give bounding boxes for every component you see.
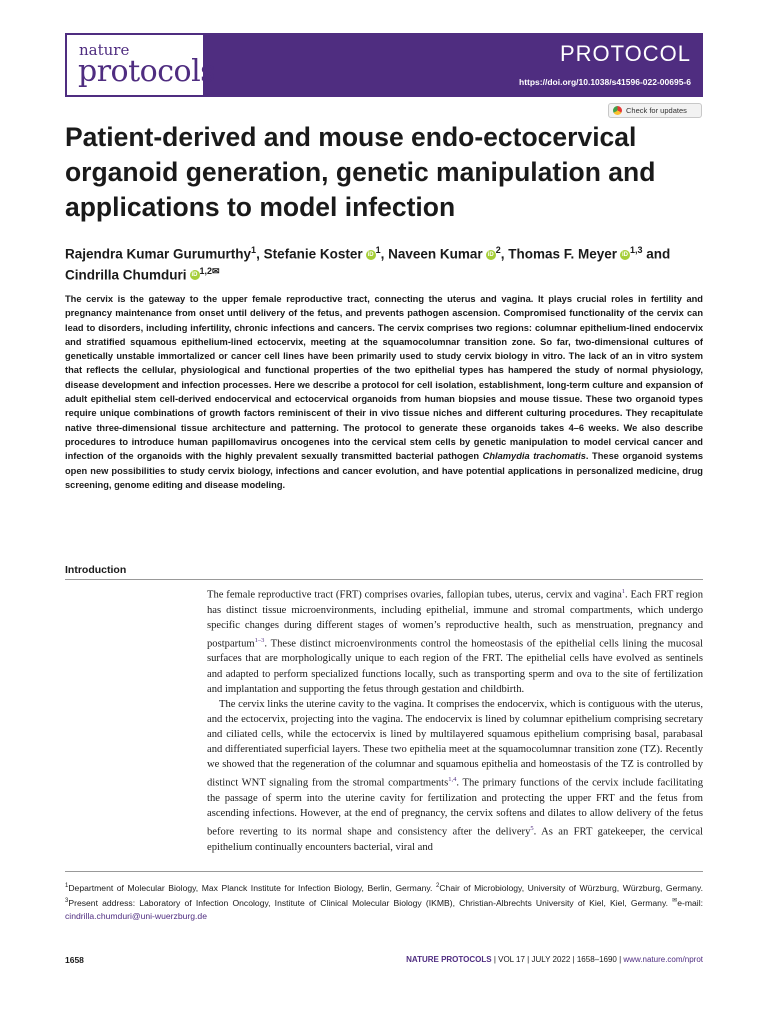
author-name[interactable]: Stefanie Koster <box>263 246 363 262</box>
article-type-label: PROTOCOL <box>559 41 691 66</box>
citation-link[interactable]: 1,4 <box>448 776 457 784</box>
footnote-divider <box>65 871 703 872</box>
journal-citation <box>406 955 703 964</box>
journal-header-bar <box>65 33 703 97</box>
author-separator: , <box>256 246 264 262</box>
orcid-icon[interactable]: iD <box>191 272 198 279</box>
author-affiliation: 1 <box>251 245 257 255</box>
logo-protocols-text: protocols <box>78 54 216 89</box>
journal-name: NATURE PROTOCOLS <box>406 955 492 964</box>
author-separator: , <box>500 246 509 262</box>
orcid-icon[interactable]: iD <box>367 251 374 258</box>
crossmark-icon <box>613 106 622 115</box>
author-list <box>65 242 705 283</box>
author-name[interactable]: Naveen Kumar <box>388 246 483 262</box>
author-separator: and <box>642 246 671 262</box>
volume-info: | VOL 17 | JULY 2022 | 1658–1690 | <box>491 955 624 964</box>
paragraph: The cervix links the uterine cavity to the vagina. It comprises the endocervix, which is contiguous with the uterus, and the ectocervix, projecting into the vagina. The endocervix is lined by columnar epithelium comprising secretary and ciliated cells, while the ectocervix is lined by multilayered squamous epithelium comprising basal, parabasal and differentiated superficial layers. These two epithelia meet at the squamocolumnar transition zone (TZ). Recently we showed that the regeneration of the columnar and squamous epithelia and homeostasis of the TZ is controlled by distinct WNT signaling from the stromal compartments$^{1,4}$. The primary functions of the cervix include facilitating the passage of sperm into the uterine cavity for fertilization and protecting the upper FRT and the fetus from ascending infections. However, at the end of pregnancy, the cervix softens and dilates to allow delivery of the fetus before reverting to its normal shape and consistency after the delivery$^5$. As an FRT gatekeeper, the cervical epithelium continually encounters bacterial, viral and <box>207 698 703 853</box>
author-name[interactable]: Cindrilla Chumduri <box>65 267 187 282</box>
envelope-icon: ✉ <box>672 897 678 904</box>
email-link[interactable]: cindrilla.chumduri@uni-wuerzburg.de <box>65 910 207 921</box>
journal-logo[interactable] <box>65 33 216 97</box>
author-affiliation: 1,3 <box>630 245 643 255</box>
abstract: The cervix is the gateway to the upper female reproductive tract, connecting the uterus and vagina. It plays crucial roles in fertility and pregnancy maintenance from onset until delivery of the fetus, and prevents pathogen ascension. Compromised functionality of the cervix can lead to disorders, including infertility, chronic infections and cancers. The cervix comprises two regions: columnar epithelium-lined endocervix and stratified squamous epithelium-lined ectocervix, meeting at the squamocolumnar transition zone. So far, two-dimensional cultures of genetically unstable immortalized or cancer cell lines have been primarily used to study cervix biology in vitro. The lack of an in vitro system that reflects the cellular, physiological and functional properties of the two epithelial types has hampered the study of normal physiology, disease development and infection processes. Here we describe a protocol for cell isolation, establishment, long-term culture and expansion of adult epithelial stem cell-derived endocervical and ectocervical organoids from human biopsies and mouse tissue. These two organoid types require unique combinations of growth factors reminiscent of their in vivo tissue niches and different culturing procedures. They recapitulate native three-dimensional tissue architecture and patterning. The protocol to generate these organoids takes 4–6 weeks. We also describe procedures to introduce human papillomavirus oncogenes into the cervical stem cells by genetic manipulation to model cervical cancer and infection of the organoids with the highly prevalent sexually transmitted bacterial pathogen Chlamydia trachomatis. These organoid systems open new possibilities to study cervix biology, infections and cancer evolution, and have potential applications in personalized medicine, drug screening, genome editing and disease modeling. <box>65 294 703 490</box>
author-name[interactable]: Rajendra Kumar Gurumurthy <box>65 246 252 262</box>
logo-nature-text: nature <box>79 41 130 59</box>
citation-link[interactable]: 5 <box>530 825 534 832</box>
section-divider <box>65 579 703 580</box>
author-affiliation: 1 <box>375 245 381 255</box>
page-number: 1658 <box>65 955 84 965</box>
section-heading-introduction: Introduction <box>65 564 127 576</box>
journal-url-link[interactable]: www.nature.com/nprot <box>623 955 703 964</box>
introduction-body <box>207 584 703 855</box>
author-name[interactable]: Thomas F. Meyer <box>508 246 618 262</box>
envelope-icon[interactable]: ✉ <box>212 265 220 276</box>
article-title: Patient-derived and mouse endo-ectocervical organoid generation, genetic manipulation and applications to model infection <box>65 122 656 222</box>
paragraph: The female reproductive tract (FRT) comprises ovaries, fallopian tubes, uterus, cervix and vagina$^1$. Each FRT region has distinct tissue microenvironments, including epithelial, immune and stromal compartments, which undergo specific changes during different stages of women’s reproductive health, such as menstruation, pregnancy and postpartum$^{1-3}$. These distinct microenvironments control the homeostasis of the epithelial cells lining the mucosal surfaces that are morphologically unique to each region of the FRT. The epithelial cells have evolved as sentinels and adapted to perform specialized functions locally, such as transporting sperm and ova to the site of fertilization and implantation and supporting the fetus through gestation and childbirth. <box>207 588 703 695</box>
orcid-icon[interactable]: iD <box>622 251 629 258</box>
author-affiliation: 1,2✉ <box>199 265 220 276</box>
check-for-updates-button[interactable] <box>608 103 702 118</box>
citation-link[interactable]: 1 <box>621 588 626 595</box>
author-affiliation: 2 <box>495 245 501 255</box>
doi-link[interactable]: https://doi.org/10.1038/s41596-022-00695-6 <box>519 77 691 87</box>
citation-link[interactable]: 1–3 <box>254 636 265 644</box>
affiliations-footnote: $^1$Department of Molecular Biology, Max Planck Institute for Infection Biology, Berlin, Germany. $^2$Chair of Microbiology, University of Würzburg, Würzburg, Germany. $^3$Present address: Laboratory of Infection Oncology, Institute of Clinical Molecular Biology (IKMB), Christian-Albrechts University of Kiel, Kiel, Germany. ✉e-mail: cindrilla.chumduri@uni-wuerzburg.de <box>65 882 703 921</box>
orcid-icon[interactable]: iD <box>487 251 494 258</box>
species-name: Chlamydia trachomatis <box>482 451 586 462</box>
check-for-updates-label: Check for updates <box>626 106 687 115</box>
author-separator: , <box>380 246 389 262</box>
